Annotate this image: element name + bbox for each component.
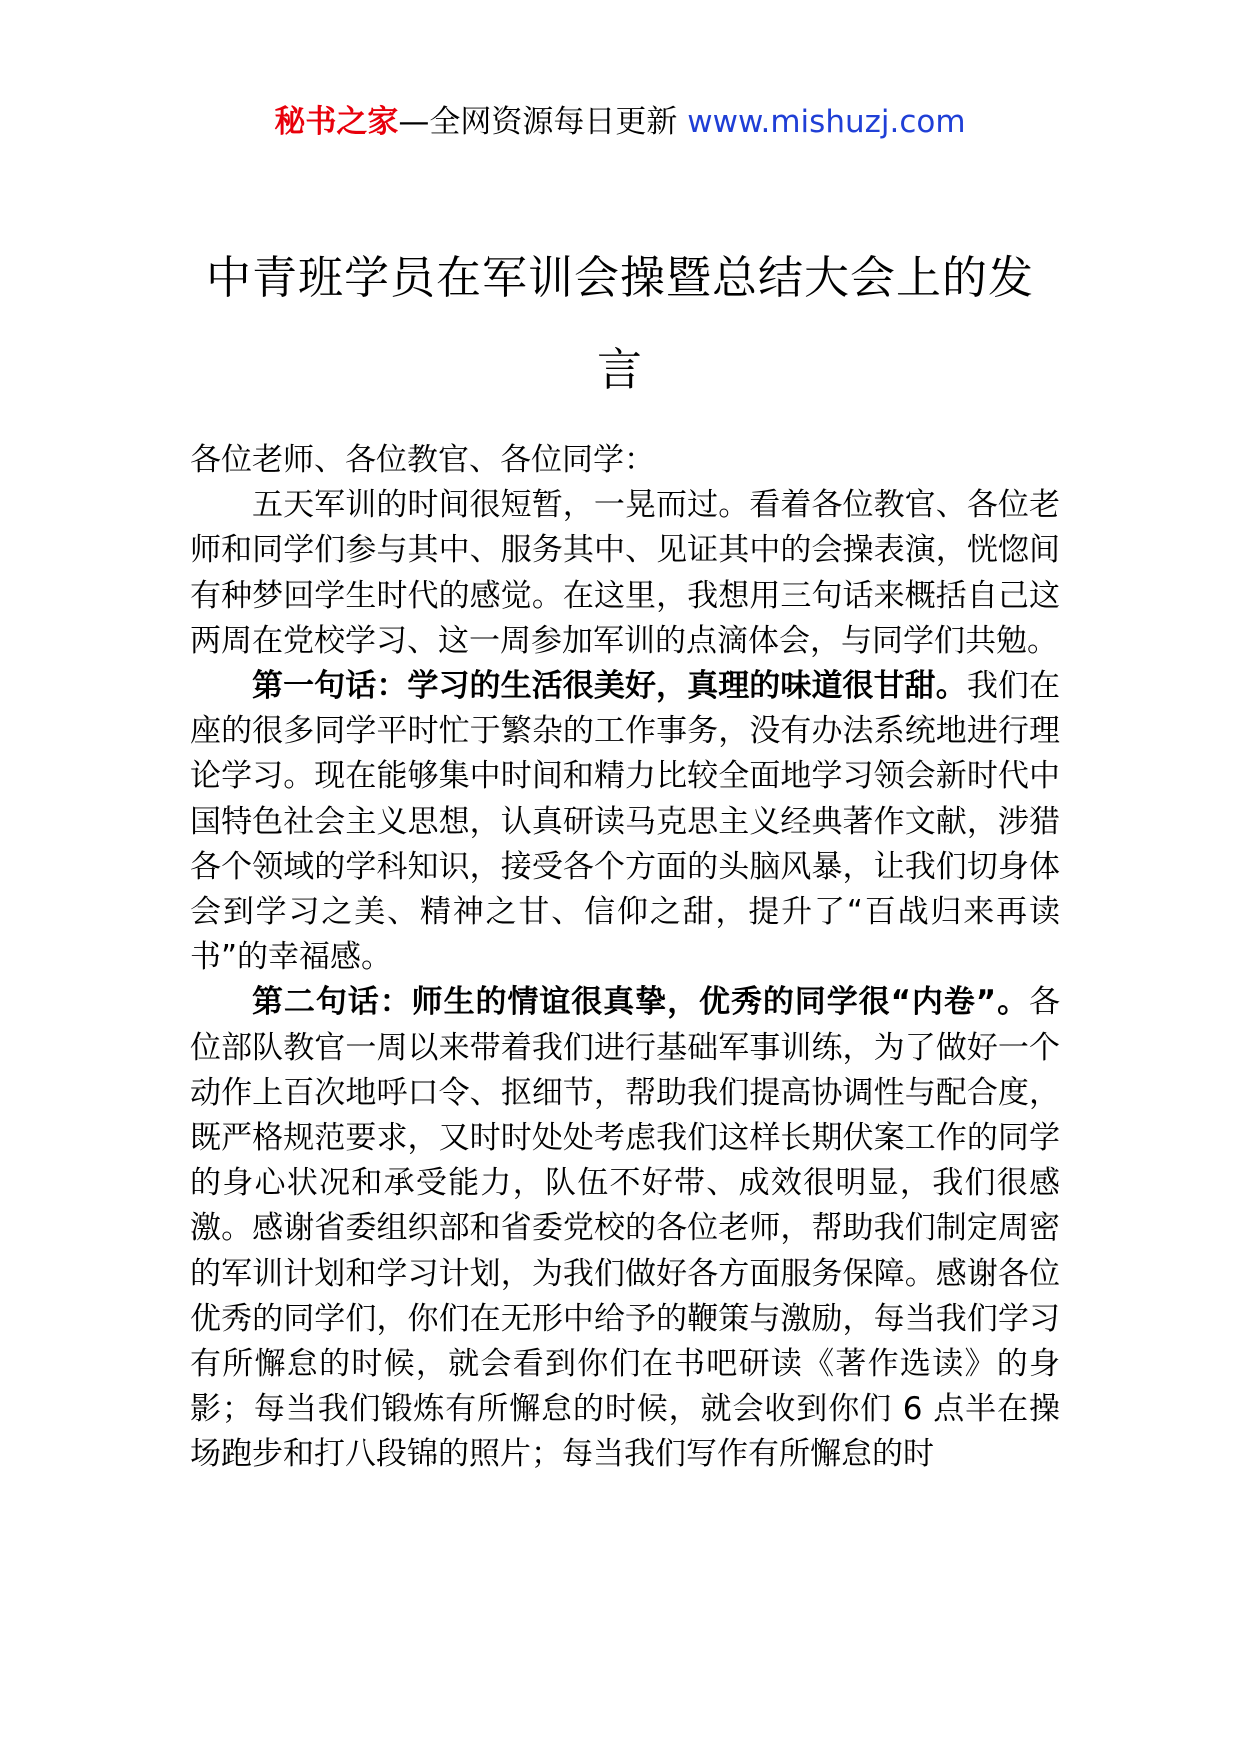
- site-header: [0, 100, 1240, 144]
- point-1-heading: 第一句话：学习的生活很美好，真理的味道很甘甜。: [252, 668, 967, 705]
- point-1-body: 我们在座的很多同学平时忙于繁杂的工作事务，没有办法系统地进行理论学习。现在能够集中时间和精力比较全面地学习领会新时代中国特色社会主义思想，认真研读马克思主义经典著作文献，涉猎各个领域的学科知识，接受各个方面的头脑风暴，让我们切身体会到学习之美、精神之甘、信仰之甜，提升了“百战归来再读书”的幸福感。: [190, 668, 1061, 976]
- document-body: [190, 438, 1060, 1478]
- title-line-1: 中青班学员在军训会操暨总结大会上的发: [205, 251, 1034, 304]
- salutation: 各位老师、各位教官、各位同学：: [190, 442, 655, 478]
- site-slogan: —全网资源每日更新: [398, 104, 678, 140]
- paragraph-point-2: [190, 980, 1060, 1477]
- brand-name: 秘书之家: [274, 104, 399, 140]
- site-url-link[interactable]: www.mishuzj.com: [687, 104, 966, 140]
- point-2-body: 各位部队教官一周以来带着我们进行基础军事训练，为了做好一个动作上百次地呼口令、抠细节，帮助我们提高协调性与配合度，既严格规范要求，又时时处处考虑我们这样长期伏案工作的同学的身心状况和承受能力，队伍不好带、成效很明显，我们很感激。感谢省委组织部和省委党校的各位老师，帮助我们制定周密的军训计划和学习计划，为我们做好各方面服务保障。感谢各位优秀的同学们，你们在无形中给予的鞭策与激励，每当我们学习有所懈怠的时候，就会看到你们在书吧研读《著作选读》的身影；每当我们锻炼有所懈怠的时候，就会收到你们 6 点半在操场跑步和打八段锦的照片；每当我们写作有所懈怠的时: [190, 984, 1060, 1473]
- document-title: [0, 232, 1240, 416]
- paragraph-intro: 五天军训的时间很短暂，一晃而过。看着各位教官、各位老师和同学们参与其中、服务其中、见证其中的会操表演，恍惚间有种梦回学生时代的感觉。在这里，我想用三句话来概括自己这两周在党校学习、这一周参加军训的点滴体会，与同学们共勉。: [190, 487, 1060, 659]
- point-2-heading: 第二句话：师生的情谊很真挚，优秀的同学很“内卷”。: [252, 984, 1029, 1021]
- title-line-2: 言: [596, 343, 643, 396]
- paragraph-point-1: [190, 664, 1060, 980]
